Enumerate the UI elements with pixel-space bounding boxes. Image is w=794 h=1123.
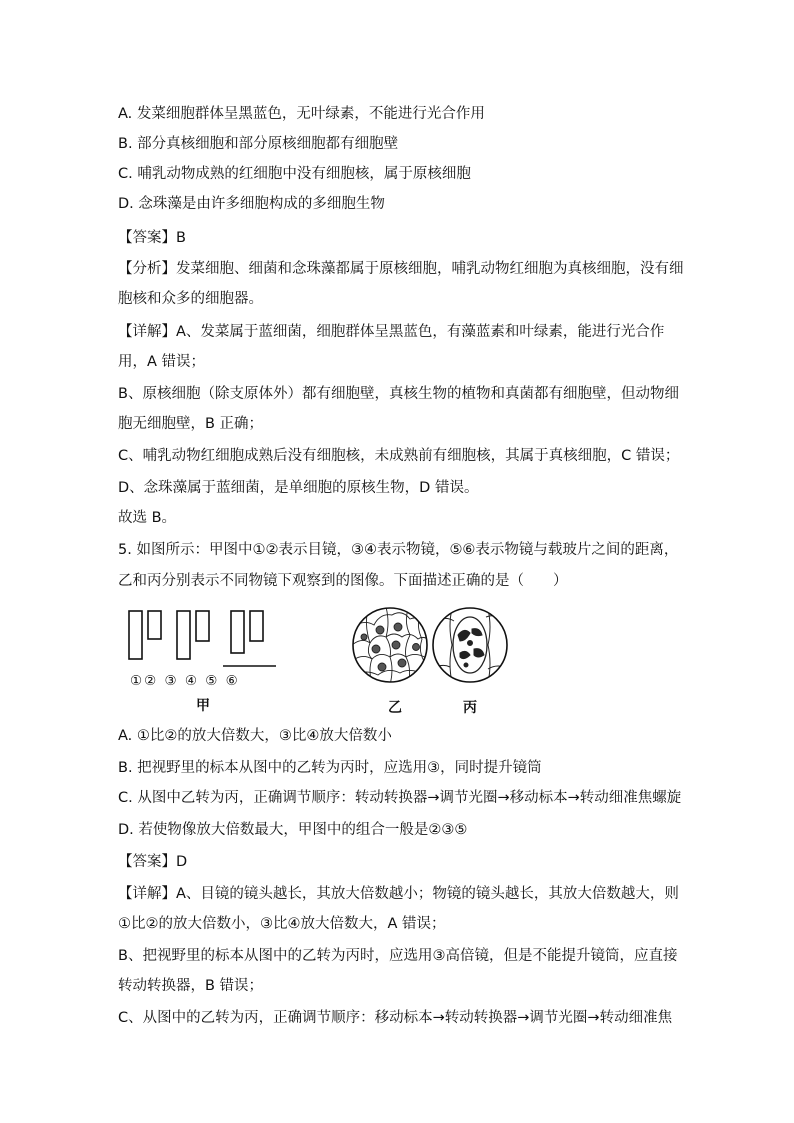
- detail-q5-line-5: C、从图中的乙转为丙，正确调节顺序：移动标本→转动转换器→调节光圈→转动细准焦: [118, 1010, 673, 1026]
- figure-yi-view: [350, 605, 430, 685]
- detail-prev-line-3: B、原核细胞（除支原体外）都有细胞壁，真核生物的植物和真菌都有细胞壁，但动物细: [118, 386, 679, 402]
- detail-prev-line-1: 【详解】A、发菜属于蓝细菌，细胞群体呈黑蓝色，有藻蓝素和叶绿素，能进行光合作: [118, 324, 665, 340]
- detail-q5-line-3: B、把视野里的标本从图中的乙转为丙时，应选用③高倍镜，但是不能提升镜筒，应直接: [118, 948, 678, 964]
- objective-4: [196, 611, 209, 641]
- detail-prev-line-7: 故选 B。: [118, 510, 177, 526]
- option-b-prev: B. 部分真核细胞和部分原核细胞都有细胞壁: [118, 136, 399, 152]
- question5-line-2: 乙和丙分别表示不同物镜下观察到的图像。下面描述正确的是（ ）: [118, 573, 568, 589]
- objective-6: [250, 611, 263, 641]
- analysis-line-1: 【分析】发菜细胞、细菌和念珠藻都属于原核细胞，哺乳动物红细胞为真核细胞，没有细: [118, 261, 684, 277]
- answer-prev: 【答案】B: [118, 230, 186, 246]
- question5-line-1: 5. 如图所示：甲图中①②表示目镜，③④表示物镜，⑤⑥表示物镜与载玻片之间的距离，: [118, 542, 679, 558]
- option-d-prev: D. 念珠藻是由许多细胞构成的多细胞生物: [118, 196, 385, 212]
- yi-label: 乙: [388, 700, 402, 716]
- eyepiece-1: [129, 611, 142, 659]
- detail-prev-line-5: C、哺乳动物红细胞成熟后没有细胞核，未成熟前有细胞核，其属于真核细胞，C 错误；: [118, 448, 680, 464]
- option-c-q5: C. 从图中乙转为丙，正确调节顺序：转动转换器→调节光圈→移动标本→转动细准焦螺旋: [118, 790, 682, 806]
- figure-jia-lenses: [125, 607, 285, 669]
- answer-q5: 【答案】D: [118, 854, 188, 870]
- objective-5: [231, 611, 244, 653]
- jia-label: 甲: [196, 698, 210, 714]
- option-a-q5: A. ①比②的放大倍数大，③比④放大倍数小: [118, 728, 392, 744]
- figure-bing-view: [430, 605, 510, 685]
- eyepiece-2: [148, 611, 161, 639]
- option-d-q5: D. 若使物像放大倍数最大，甲图中的组合一般是②③⑤: [118, 822, 468, 838]
- bing-label: 丙: [463, 700, 477, 716]
- option-a-prev: A. 发菜细胞群体呈黑蓝色，无叶绿素，不能进行光合作用: [118, 106, 485, 122]
- detail-q5-line-2: ①比②的放大倍数小，③比④放大倍数大，A 错误；: [118, 916, 446, 932]
- option-b-q5: B. 把视野里的标本从图中的乙转为丙时，应选用③，同时提升镜筒: [118, 760, 542, 776]
- detail-prev-line-4: 胞无细胞壁，B 正确；: [118, 416, 264, 432]
- jia-numbers: ①② ③ ④ ⑤ ⑥: [130, 673, 240, 689]
- analysis-line-2: 胞核和众多的细胞器。: [118, 291, 263, 307]
- detail-q5-line-4: 转动转换器，B 错误；: [118, 978, 264, 994]
- detail-q5-line-1: 【详解】A、目镜的镜头越长，其放大倍数越小；物镜的镜头越长，其放大倍数越大，则: [118, 886, 679, 902]
- detail-prev-line-6: D、念珠藻属于蓝细菌，是单细胞的原核生物，D 错误。: [118, 480, 479, 496]
- option-c-prev: C. 哺乳动物成熟的红细胞中没有细胞核，属于原核细胞: [118, 166, 471, 182]
- detail-prev-line-2: 用，A 错误；: [118, 354, 206, 370]
- objective-3: [177, 611, 190, 659]
